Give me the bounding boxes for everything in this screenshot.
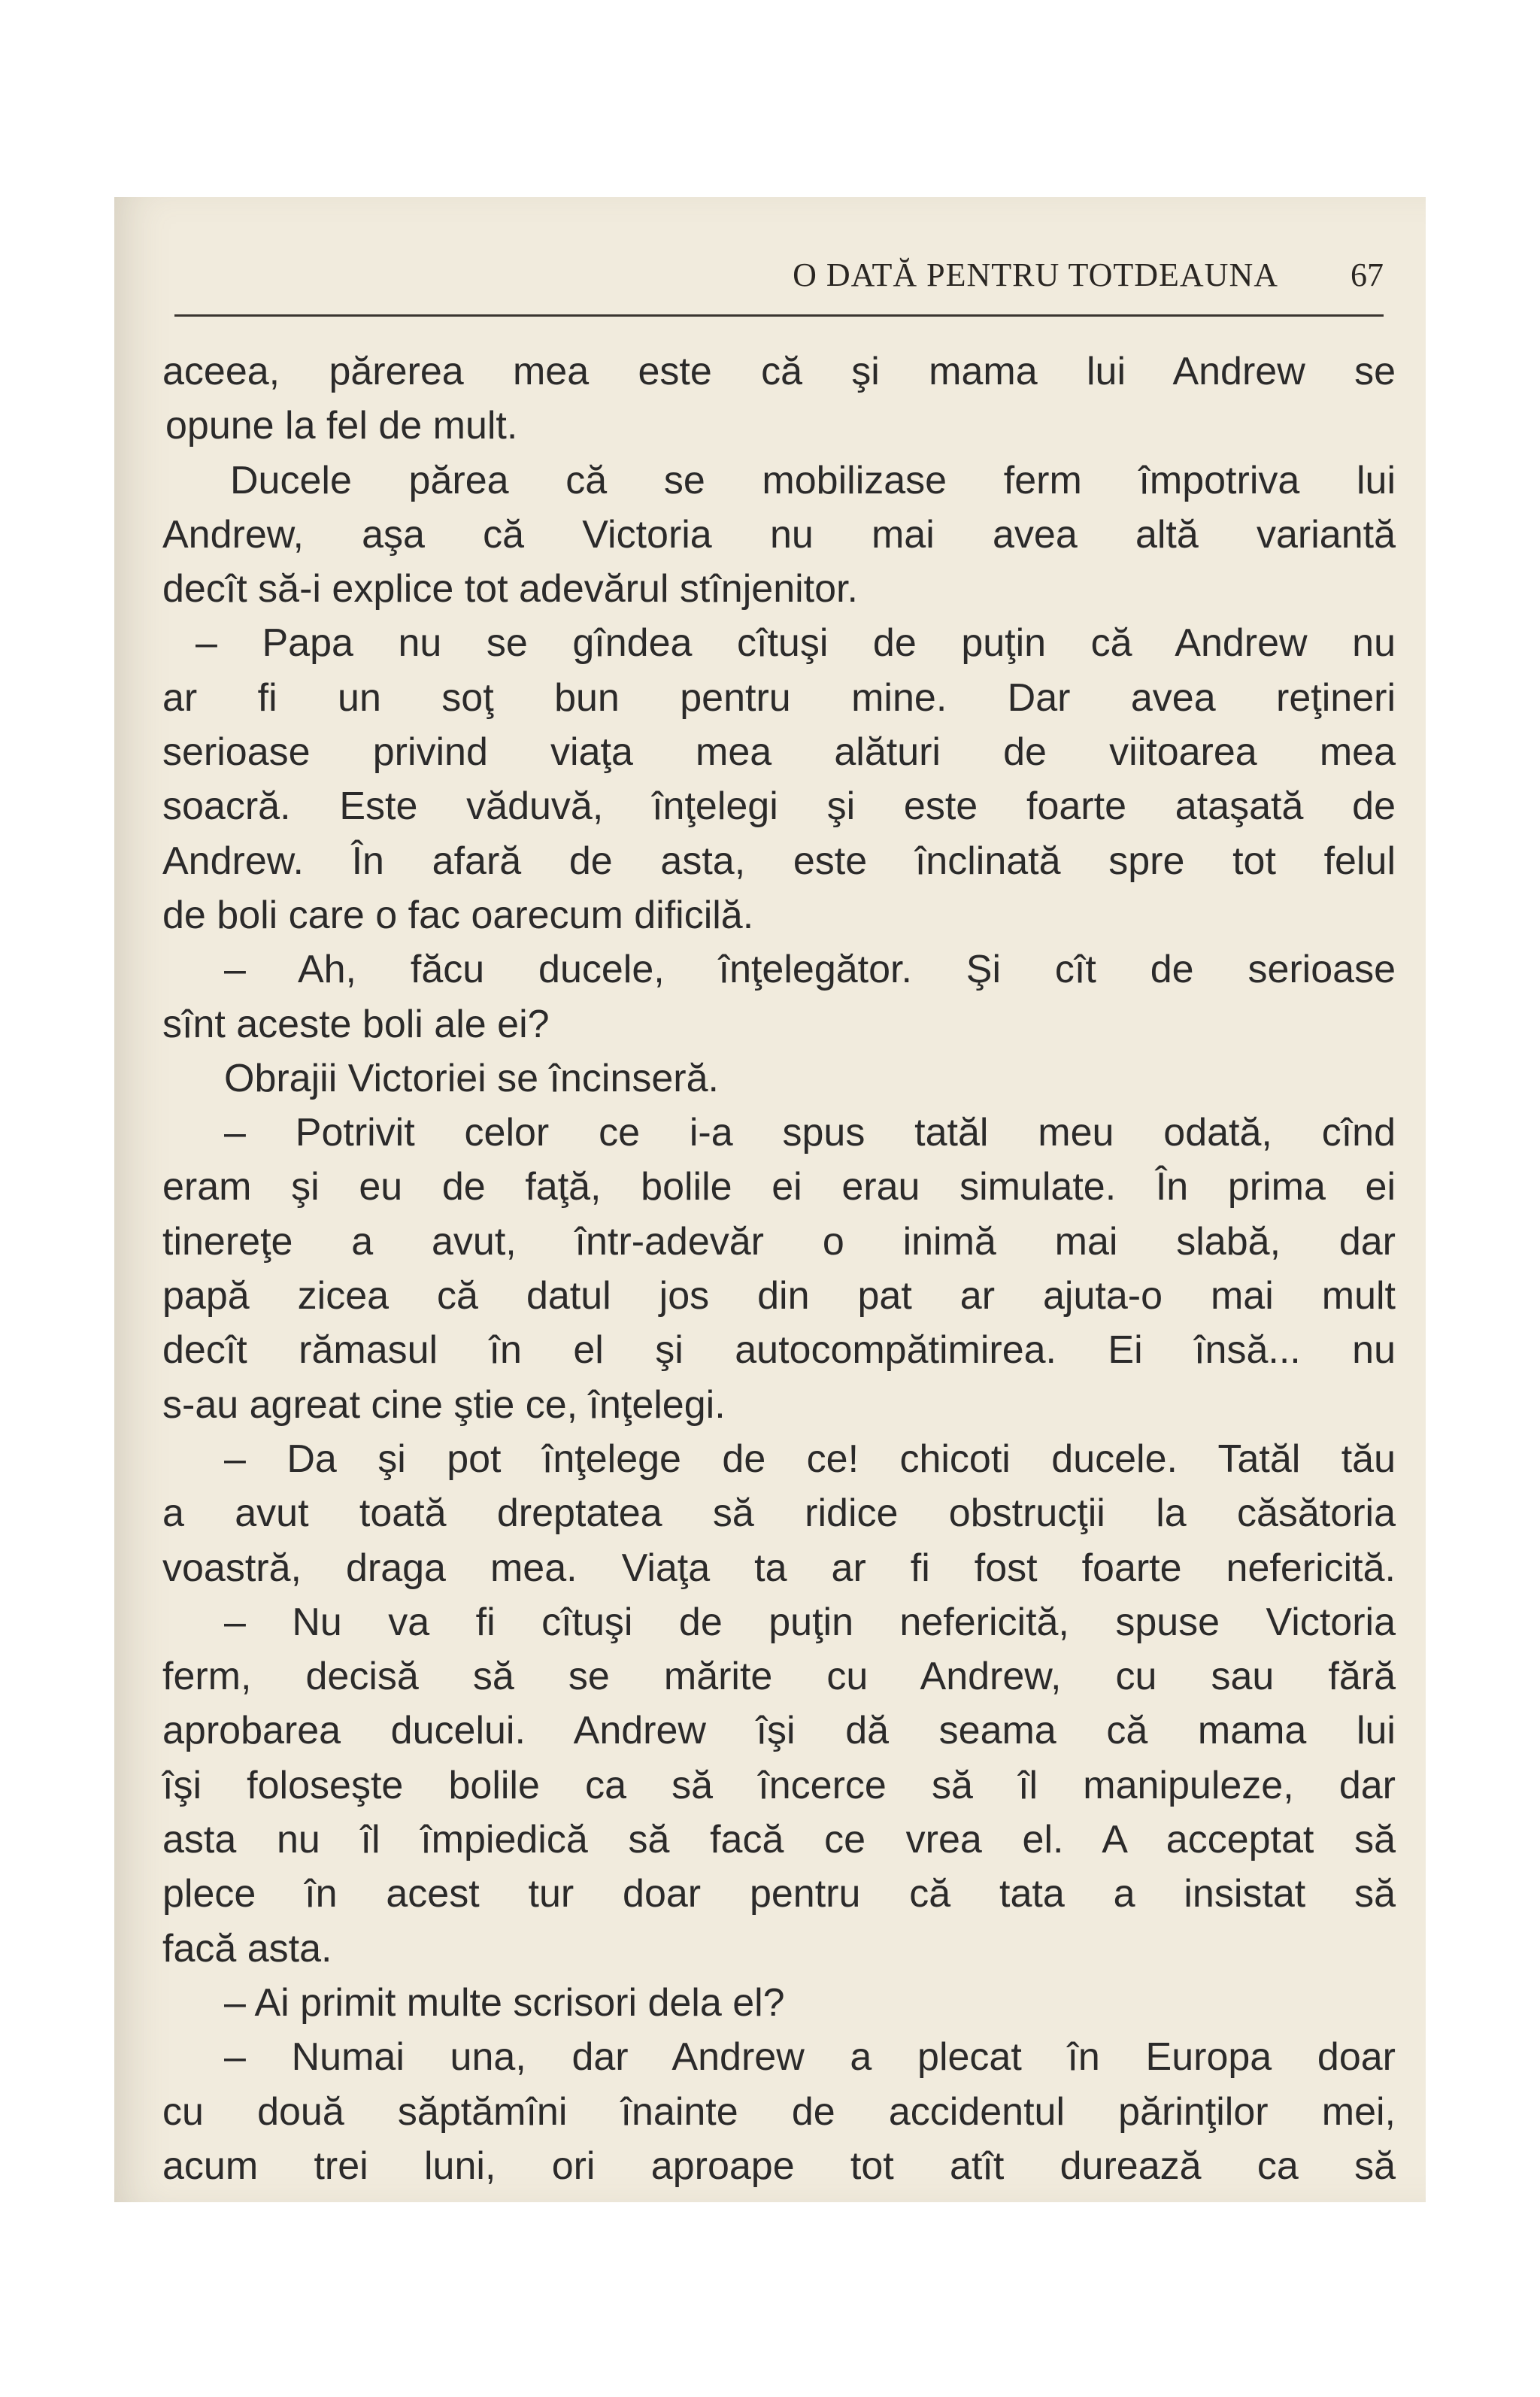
text-line: – Papa nu se gîndea cîtuşi de puţin că Andrew nu — [196, 621, 1396, 666]
page-header — [174, 256, 1384, 293]
running-title: O DATĂ PENTRU TOTDEAUNA — [793, 256, 1278, 293]
text-line: Andrew. În afară de asta, este înclinată spre tot felul — [162, 839, 1396, 883]
text-line: acum trei luni, ori aproape tot atît durează ca să — [162, 2144, 1396, 2188]
text-line: aceea, părerea mea este că şi mama lui Andrew se — [162, 350, 1396, 393]
text-line: sînt aceste boli ale ei? — [162, 1002, 550, 1046]
text-line: decît să-i explice tot adevărul stînjenitor. — [162, 567, 858, 611]
text-line: îşi foloseşte bolile ca să încerce să îl manipuleze, dar — [162, 1763, 1396, 1807]
text-line: – Potrivit celor ce i-a spus tatăl meu odată, cînd — [224, 1111, 1396, 1155]
text-line: ar fi un soţ bun pentru mine. Dar avea reţineri — [162, 675, 1396, 720]
text-line: soacră. Este văduvă, înţelegi şi este foarte ataşată de — [162, 784, 1396, 829]
text-line: s-au agreat cine ştie ce, înţelegi. — [162, 1382, 726, 1427]
text-line: Andrew, aşa că Victoria nu mai avea altă variantă — [162, 512, 1396, 557]
text-line: aprobarea ducelui. Andrew îşi dă seama că mama lui — [162, 1709, 1396, 1753]
text-line: cu două săptămîni înainte de accidentul părinţilor mei, — [162, 2089, 1396, 2134]
text-line: facă asta. — [162, 1926, 332, 1971]
text-line: decît rămasul în el şi autocompătimirea. Ei însă... nu — [162, 1328, 1396, 1373]
text-line: tinereţe a avut, într-adevăr o inimă mai slabă, dar — [162, 1219, 1396, 1264]
text-line: – Ah, făcu ducele, înţelegător. Şi cît de serioase — [224, 948, 1396, 992]
book-page — [114, 197, 1426, 2202]
text-line: asta nu îl împiedică să facă ce vrea el. A acceptat să — [162, 1818, 1396, 1862]
text-line: plece în acest tur doar pentru că tata a insistat să — [162, 1872, 1396, 1916]
text-line: papă zicea că datul jos din pat ar ajuta-o mai mult — [162, 1274, 1396, 1318]
text-line: ferm, decisă să se mărite cu Andrew, cu sau fără — [162, 1655, 1396, 1699]
text-line: a avut toată dreptatea să ridice obstrucţii la căsătoria — [162, 1491, 1396, 1536]
text-line: – Da şi pot înţelege de ce! chicoti ducele. Tatăl tău — [224, 1437, 1396, 1481]
text-line: Obrajii Victoriei se încinseră. — [224, 1056, 719, 1100]
text-line: – Nu va fi cîtuşi de puţin nefericită, spuse Victoria — [224, 1600, 1396, 1644]
text-line: voastră, draga mea. Viaţa ta ar fi fost foarte nefericită. — [162, 1546, 1396, 1590]
text-line: opune la fel de mult. — [165, 404, 518, 448]
text-line: Ducele părea că se mobilizase ferm împotriva lui — [230, 458, 1396, 502]
text-line: de boli care o fac oarecum dificilă. — [162, 893, 754, 937]
text-line: serioase privind viaţa mea alături de viitoarea mea — [162, 730, 1396, 775]
text-line: – Numai una, dar Andrew a plecat în Europa doar — [224, 2035, 1396, 2080]
page-number: 67 — [1351, 256, 1384, 293]
text-line: – Ai primit multe scrisori dela el? — [224, 1980, 785, 2025]
body-text — [162, 344, 1396, 2193]
text-line: eram şi eu de faţă, bolile ei erau simulate. În prima ei — [162, 1165, 1396, 1209]
header-rule — [174, 314, 1384, 317]
